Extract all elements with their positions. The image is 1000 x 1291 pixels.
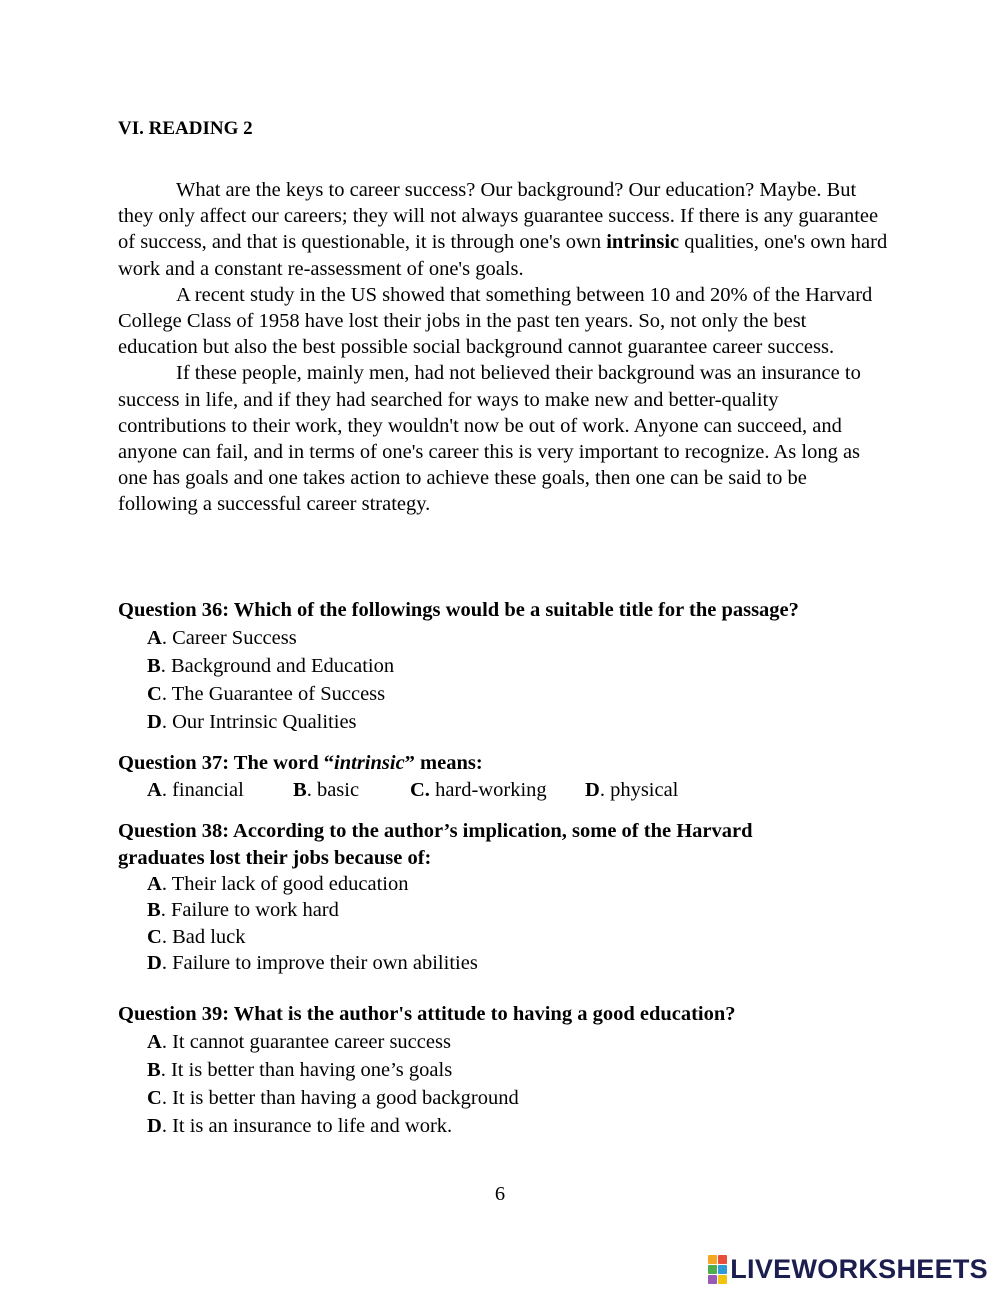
- question-37-option-c[interactable]: [410, 777, 585, 804]
- q37-stem-word: intrinsic: [334, 752, 405, 774]
- option-letter: C.: [410, 778, 430, 801]
- option-letter: B: [147, 899, 161, 922]
- question-38-option-d[interactable]: [118, 950, 898, 976]
- logo-block: [708, 1275, 717, 1284]
- option-text: . basic: [306, 778, 360, 801]
- option-text: . It is better than having one’s goals: [160, 1058, 453, 1081]
- option-letter: D: [147, 711, 162, 734]
- p1-bold-word: intrinsic: [606, 231, 680, 254]
- question-37-option-d[interactable]: [585, 777, 678, 804]
- page-number: 6: [494, 1183, 506, 1205]
- option-text: . Our Intrinsic Qualities: [161, 711, 357, 734]
- question-39: [118, 1001, 898, 1141]
- question-38-option-a[interactable]: [118, 871, 898, 897]
- p1-text-before: What are the keys to career success? Our background? Our education? Maybe. But they only affect our careers; they will not always guarantee success. If there is any guarantee of success, and that is questionable, it is through one's own: [118, 179, 879, 254]
- question-36: [118, 597, 898, 737]
- option-text: . financial: [161, 778, 244, 801]
- option-text: . Background and Education: [160, 654, 395, 677]
- question-37-options-row: [118, 777, 898, 804]
- q37-stem-before: Question 37: The word “: [118, 752, 335, 774]
- p1-text-after: qualities, one's own hard work and a constant re-assessment of one's goals.: [118, 231, 888, 280]
- question-39-stem: Question 39: What is the author's attitude to having a good education?: [118, 1003, 736, 1025]
- question-39-option-a[interactable]: [118, 1028, 898, 1056]
- question-38-option-b[interactable]: [118, 897, 898, 923]
- question-39-option-c[interactable]: [118, 1084, 898, 1112]
- option-text: . Failure to improve their own abilities: [161, 951, 478, 974]
- option-text: . physical: [599, 778, 679, 801]
- question-37: [118, 750, 898, 804]
- logo-block: [708, 1265, 717, 1274]
- option-text: . The Guarantee of Success: [161, 683, 386, 706]
- option-text: . It is better than having a good background: [161, 1087, 519, 1110]
- logo-block: [718, 1265, 727, 1274]
- question-37-option-a[interactable]: [147, 777, 293, 804]
- option-letter: A: [147, 778, 162, 801]
- option-letter: D: [585, 778, 600, 801]
- option-text: . It cannot guarantee career success: [161, 1030, 451, 1053]
- liveworksheets-logo-icon: [708, 1255, 727, 1284]
- option-text: . Bad luck: [161, 925, 246, 948]
- option-letter: B: [147, 1058, 161, 1081]
- logo-block: [708, 1255, 717, 1264]
- option-letter: D: [147, 1115, 162, 1138]
- q37-stem-after: ” means:: [404, 752, 483, 774]
- option-letter: D: [147, 951, 162, 974]
- option-text: . Career Success: [161, 626, 297, 649]
- passage-paragraph-2: A recent study in the US showed that something between 10 and 20% of the Harvard College Class of 1958 have lost their jobs in the past ten years. So, not only the best education but also the best possible social background cannot guarantee career success.: [118, 283, 873, 359]
- passage-paragraph-1: [118, 177, 888, 282]
- option-text: hard-working: [429, 778, 547, 801]
- option-text: . Their lack of good education: [161, 873, 409, 895]
- option-letter: C: [147, 683, 162, 706]
- question-36-stem: Question 36: Which of the followings would be a suitable title for the passage?: [118, 599, 799, 621]
- option-letter: B: [147, 654, 161, 677]
- option-letter: A: [147, 626, 162, 649]
- section-title: VI. READING 2: [118, 118, 253, 139]
- reading-passage: [118, 177, 888, 518]
- question-36-option-c[interactable]: [118, 680, 898, 708]
- option-text: . Failure to work hard: [160, 899, 339, 922]
- question-39-option-b[interactable]: [118, 1056, 898, 1084]
- question-38-stem: Question 38: According to the author’s implication, some of the Harvard graduates lost their jobs because of:: [118, 820, 753, 869]
- option-letter: A: [147, 1030, 162, 1053]
- question-38-option-c[interactable]: [118, 924, 898, 950]
- question-39-option-d[interactable]: [118, 1112, 898, 1140]
- option-letter: C: [147, 925, 162, 948]
- question-36-option-d[interactable]: [118, 708, 898, 736]
- option-letter: B: [293, 778, 307, 801]
- question-37-option-b[interactable]: [293, 777, 410, 804]
- question-37-stem: [118, 750, 898, 777]
- logo-block: [718, 1255, 727, 1264]
- logo-block: [718, 1275, 727, 1284]
- watermark-text: LIVEWORKSHEETS: [730, 1254, 988, 1284]
- liveworksheets-watermark: [708, 1254, 988, 1284]
- question-36-option-b[interactable]: [118, 652, 898, 680]
- passage-paragraph-3: If these people, mainly men, had not believed their background was an insurance to success in life, and if they had searched for ways to make new and better-quality contributions to their work, they wouldn't now be out of work. Anyone can succeed, and anyone can fail, and in terms of one's career this is very important to recognize. As long as one has goals and one takes action to achieve these goals, then one can be said to be following a successful career strategy.: [118, 362, 861, 516]
- option-letter: C: [147, 1087, 162, 1110]
- option-text: . It is an insurance to life and work.: [161, 1115, 453, 1138]
- option-letter: A: [147, 873, 162, 895]
- question-38: [118, 818, 898, 976]
- question-36-option-a[interactable]: [118, 624, 898, 652]
